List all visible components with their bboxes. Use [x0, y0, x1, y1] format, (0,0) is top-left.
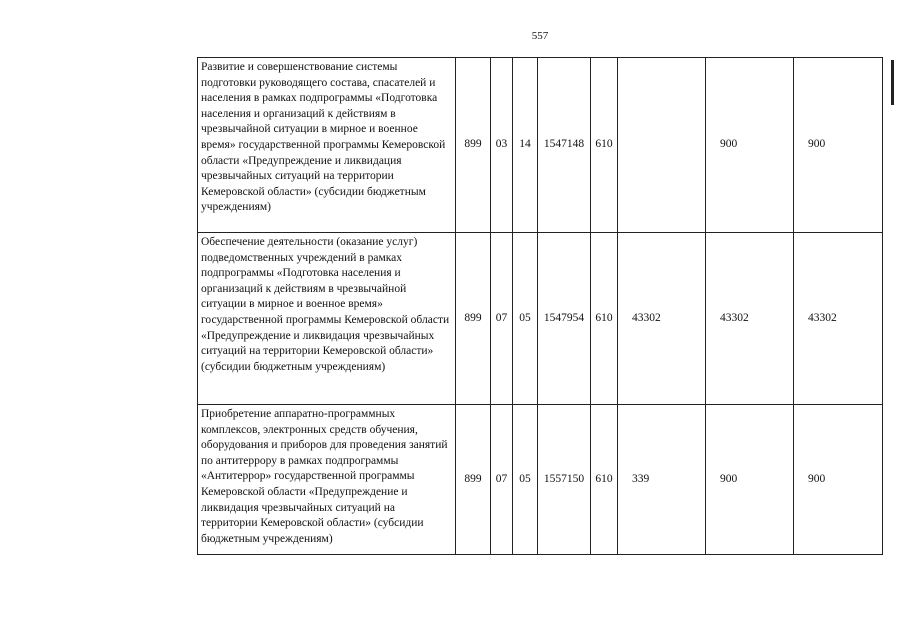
budget-table — [197, 57, 883, 555]
row-description: Обеспечение деятельности (оказание услуг) подведомственных учреждений в рамках подпрограммы «Подготовка населения и организаций к действиям в чрезвычайной ситуации в мирное и военное время» государственной программы Кемеровской области «Предупреждение и ликвидация чрезвычайных ситуаций на территории Кемеровской области» (субсидии бюджетным учреждениям) — [198, 233, 456, 405]
amount-year-1: 43302 — [618, 233, 706, 405]
section-code: 07 — [491, 405, 513, 555]
section-code: 07 — [491, 233, 513, 405]
amount-year-3: 900 — [794, 405, 883, 555]
target-article-code: 1557150 — [538, 405, 591, 555]
page-number: 557 — [531, 30, 549, 42]
subsection-code: 05 — [513, 405, 538, 555]
target-article-code: 1547148 — [538, 58, 591, 233]
amount-year-3: 900 — [794, 58, 883, 233]
row-description: Развитие и совершенствование системы подготовки руководящего состава, спасателей и населения в рамках подпрограммы «Подготовка населения и организаций к действиям в чрезвычайной ситуации в мирное и военное время» государственной программы Кемеровской области «Предупреждение и ликвидация чрезвычайных ситуаций на территории Кемеровской области» (субсидии бюджетным учреждениям) — [198, 58, 456, 233]
expense-type-code: 610 — [591, 58, 618, 233]
amount-year-3: 43302 — [794, 233, 883, 405]
amount-year-2: 43302 — [706, 233, 794, 405]
amount-year-2: 900 — [706, 58, 794, 233]
subsection-code: 05 — [513, 233, 538, 405]
amount-year-2: 900 — [706, 405, 794, 555]
table-row — [198, 58, 883, 233]
section-code: 03 — [491, 58, 513, 233]
table-row — [198, 233, 883, 405]
amount-year-1 — [618, 58, 706, 233]
scan-edge-mark — [891, 60, 894, 105]
ministry-code: 899 — [456, 405, 491, 555]
ministry-code: 899 — [456, 233, 491, 405]
subsection-code: 14 — [513, 58, 538, 233]
expense-type-code: 610 — [591, 233, 618, 405]
table-row — [198, 405, 883, 555]
ministry-code: 899 — [456, 58, 491, 233]
expense-type-code: 610 — [591, 405, 618, 555]
target-article-code: 1547954 — [538, 233, 591, 405]
amount-year-1: 339 — [618, 405, 706, 555]
row-description: Приобретение аппаратно-программных комплексов, электронных средств обучения, оборудования и приборов для проведения занятий по антитеррору в рамках подпрограммы «Антитеррор» государственной программы Кемеровской области «Предупреждение и ликвидация чрезвычайных ситуаций на территории Кемеровской области» (субсидии бюджетным учреждениям) — [198, 405, 456, 555]
